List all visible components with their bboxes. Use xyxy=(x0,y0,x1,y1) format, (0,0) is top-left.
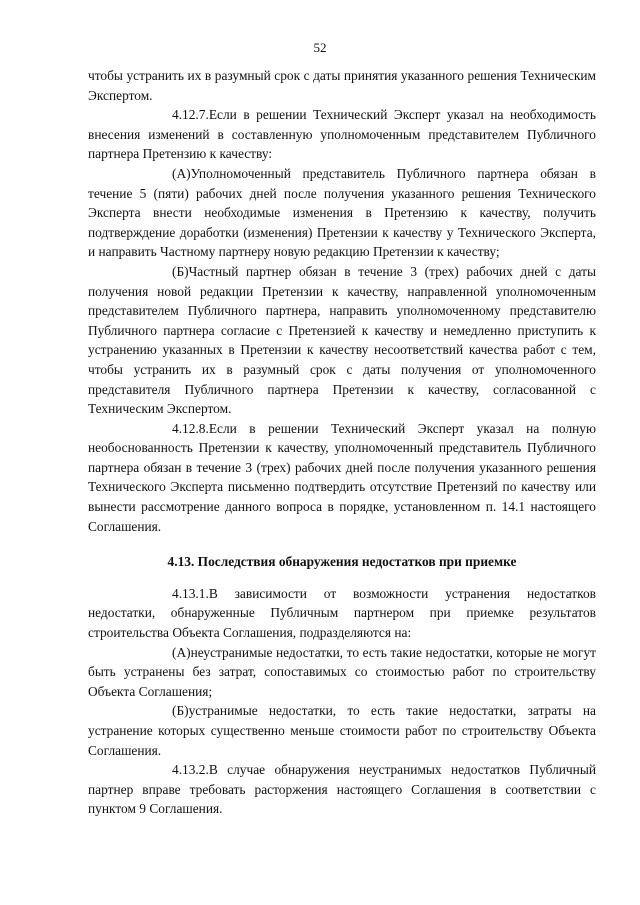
paragraph-text: В зависимости от возможности устранения недостатков недостатки, обнаруженные Публичным партнером при приемке результатов строительства Объекта Соглашения, подразделяются на: xyxy=(88,585,596,641)
paragraph-text: Если в решении Технический Эксперт указал на необходимость внесения изменений в составленную уполномоченным представителем Публичного партнера Претензию к качеству: xyxy=(88,107,596,162)
paragraph-4-12-7-a xyxy=(88,164,596,262)
paragraph-text: Если в решении Технический Эксперт указал на полную необоснованность Претензии к качеству, уполномоченный представитель Публичного партнера обязан в течение 3 (трех) рабочих дней после получения указанного решения Технического Эксперта письменно подтвердить отсутствие Претензий по качеству или вынести рассмотрение данного вопроса в порядке, установленном п. 14.1 настоящего Соглашения. xyxy=(88,420,596,534)
page-number: 52 xyxy=(313,40,327,55)
page-content xyxy=(88,66,596,819)
paragraph-4-12-8 xyxy=(88,419,596,537)
clause-number: 4.13.1. xyxy=(172,585,209,601)
clause-number: 4.13.2. xyxy=(172,762,209,778)
paragraph-text: неустранимые недостатки, то есть такие недостатки, которые не могут быть устранены без затрат, сопоставимых со стоимостью работ по строительству Объекта Соглашения; xyxy=(88,644,596,699)
paragraph-text: Уполномоченный представитель Публичного партнера обязан в течение 5 (пяти) рабочих дней после получения указанного решения Технического Эксперта внести необходимые изменения в Претензию к качеству, получить подтверждение доработки (изменения) Претензии к качеству у Технического Эксперта, и направить Частному партнеру новую редакцию Претензии к качеству; xyxy=(88,165,596,260)
clause-letter: (А) xyxy=(172,644,191,660)
clause-number: 4.12.8. xyxy=(172,420,209,436)
clause-letter: (Б) xyxy=(172,263,189,279)
paragraph-4-12-7 xyxy=(88,105,596,164)
paragraph-text: Частный партнер обязан в течение 3 (трех) рабочих дней с даты получения новой редакции Претензии к качеству, направленной уполномоченным представителем Публичного партнера, направить уполномоченному представителю Публичного партнера согласие с Претензией к качеству и немедленно приступить к устранению указанных в Претензии к качеству несоответствий качества работ с тем, чтобы устранить их в разумный срок с даты получения от уполномоченного представителя Публичного партнера Претензии к качеству, согласованной с Техническим Экспертом. xyxy=(88,263,596,417)
paragraph-text: устранимые недостатки, то есть такие недостатки, затраты на устранение которых существенно меньше стоимости работ по строительству Объекта Соглашения. xyxy=(88,703,596,758)
paragraph-4-12-7-b xyxy=(88,262,596,419)
clause-number: 4.12.7. xyxy=(172,107,209,123)
paragraph-4-13-1 xyxy=(88,584,596,643)
paragraph-continuation xyxy=(88,66,596,105)
paragraph-text: В случае обнаружения неустранимых недостатков Публичный партнер вправе требовать расторжения настоящего Соглашения в соответствии с пунктом 9 Соглашения. xyxy=(88,762,596,817)
section-title: 4.13. Последствия обнаружения недостатков при приемке xyxy=(167,554,517,570)
clause-letter: (Б) xyxy=(172,703,189,719)
paragraph-text: чтобы устранить их в разумный срок с даты принятия указанного решения Техническим Экспертом. xyxy=(88,68,596,103)
clause-letter: (А) xyxy=(172,165,191,181)
paragraph-4-13-2 xyxy=(88,760,596,819)
paragraph-4-13-1-b xyxy=(88,701,596,760)
paragraph-4-13-1-a xyxy=(88,643,596,702)
